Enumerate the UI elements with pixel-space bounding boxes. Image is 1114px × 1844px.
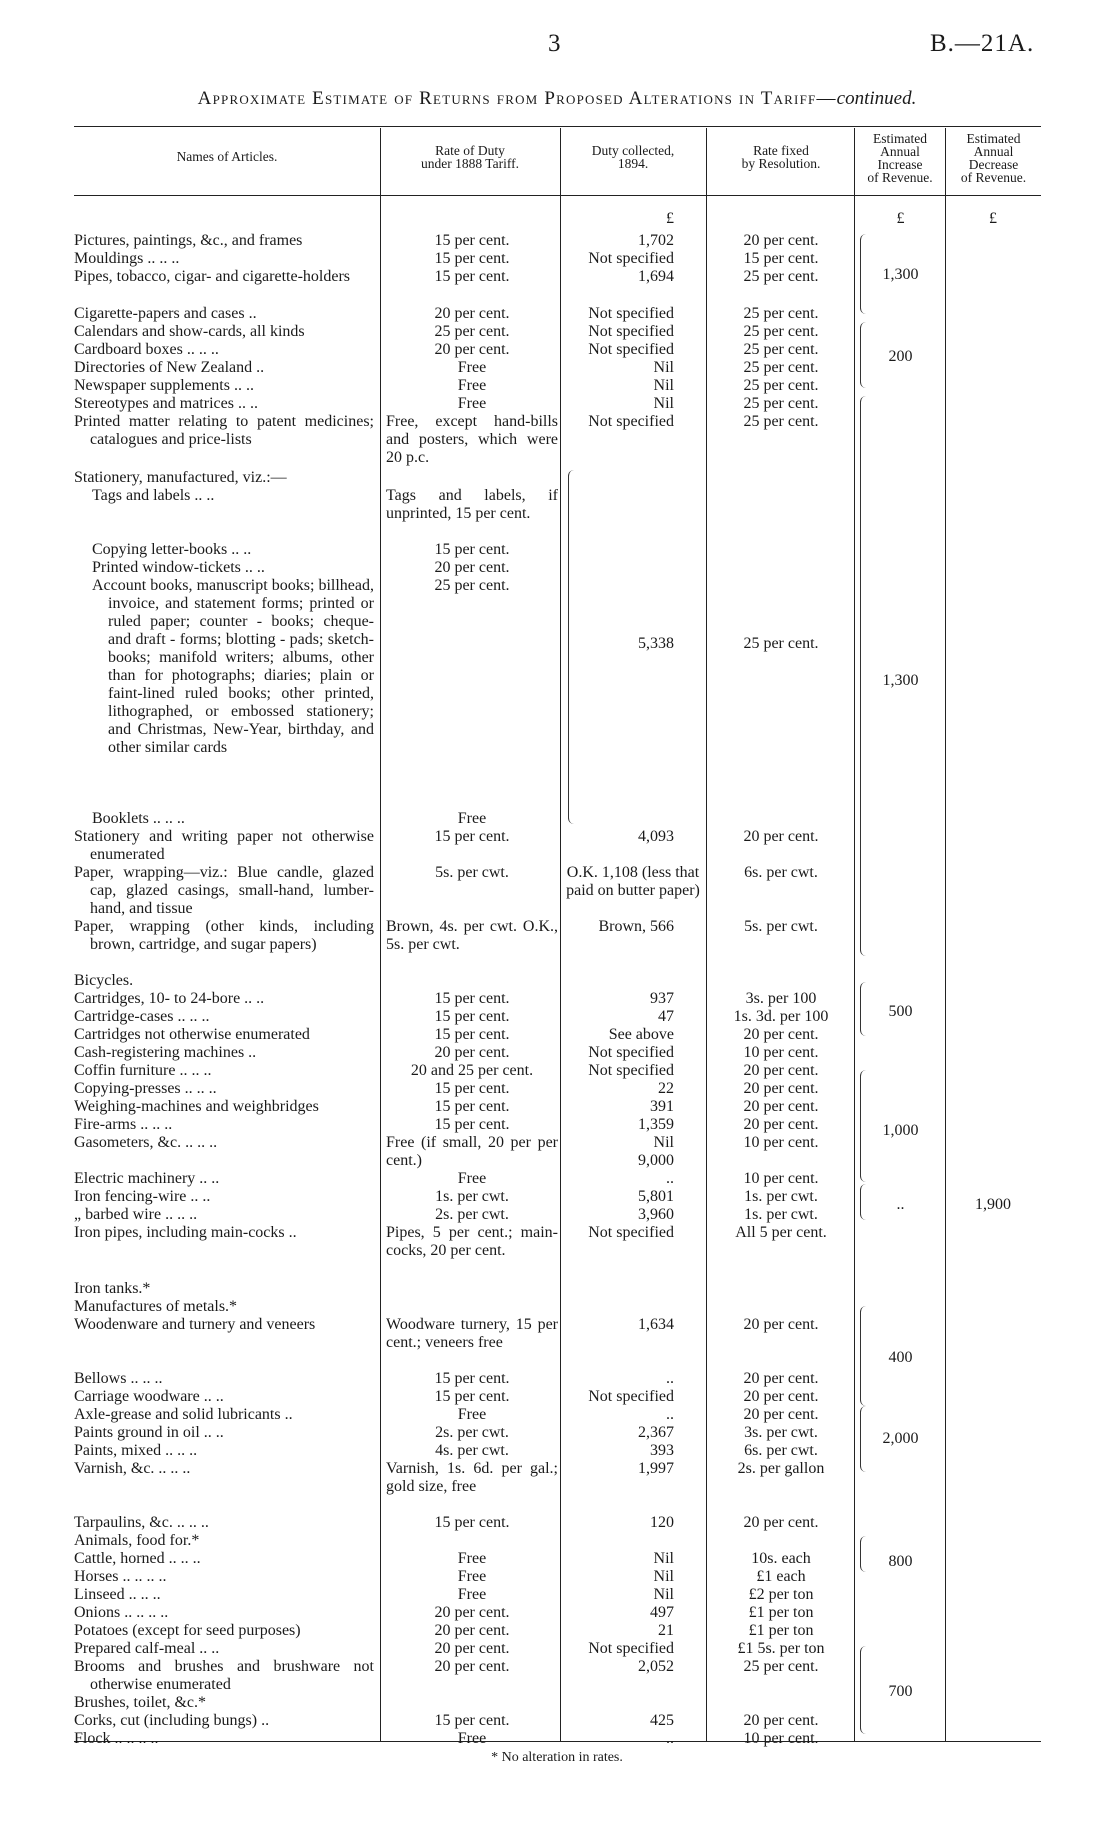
article-name: Copying letter-books .. .. — [92, 541, 252, 558]
rate-1888: Pipes, 5 per cent.; main-cocks, 20 per cent. — [386, 1224, 558, 1259]
duty-collected-1894: .. — [666, 1406, 674, 1423]
estimate-increase: 1,000 — [882, 1122, 919, 1139]
grouping-brace — [860, 322, 875, 388]
estimate-increase: 400 — [888, 1349, 913, 1366]
duty-collected-1894: 120 — [650, 1514, 674, 1531]
rate-by-resolution: All 5 per cent. — [735, 1224, 827, 1241]
rate-1888: Free — [457, 377, 487, 394]
stationery-group-rate: 25 per cent. — [743, 635, 819, 652]
article-name: Axle-grease and solid lubricants .. — [74, 1406, 293, 1423]
page-number: 3 — [548, 30, 561, 57]
duty-collected-1894: Not specified — [588, 1224, 674, 1241]
rate-by-resolution: 10 per cent. — [743, 1730, 819, 1747]
col-header-line: Duty collected, — [591, 143, 675, 158]
rate-1888: 15 per cent. — [434, 1116, 510, 1133]
col-header-line: of Revenue. — [960, 170, 1027, 185]
grouping-brace — [860, 1646, 875, 1734]
stationery-group-duty: 5,338 — [638, 635, 674, 652]
duty-collected-1894: Not specified — [588, 1062, 674, 1079]
rate-by-resolution: 25 per cent. — [743, 413, 819, 430]
duty-collected-1894: 393 — [650, 1442, 674, 1459]
rate-1888: 25 per cent. — [434, 577, 510, 594]
article-name: Flock .. .. .. .. — [74, 1730, 159, 1747]
col-header-line: by Resolution. — [741, 156, 821, 171]
rate-1888: 20 per cent. — [434, 341, 510, 358]
article-name: Cartridges, 10- to 24-bore .. .. — [74, 990, 265, 1007]
rate-1888: 5s. per cwt. — [435, 864, 509, 881]
rate-1888: 20 per cent. — [434, 1604, 510, 1621]
article-name: Animals, food for.* — [74, 1532, 200, 1549]
rate-1888: 25 per cent. — [434, 323, 510, 340]
estimate-increase: 2,000 — [882, 1430, 919, 1447]
col-header-line: Annual — [880, 144, 920, 159]
rate-by-resolution: 25 per cent. — [743, 341, 819, 358]
rate-1888: 15 per cent. — [434, 268, 510, 285]
rate-by-resolution: £1 each — [756, 1568, 806, 1585]
rate-by-resolution: 25 per cent. — [743, 268, 819, 285]
duty-collected-1894: Nil — [653, 1550, 674, 1567]
rate-by-resolution: 10 per cent. — [743, 1044, 819, 1061]
article-name: Manufactures of metals.* — [74, 1298, 238, 1315]
duty-collected-1894: 2,367 — [638, 1424, 674, 1441]
rate-by-resolution: 5s. per cwt. — [744, 918, 818, 935]
article-name: Iron fencing-wire .. .. — [74, 1188, 211, 1205]
column-divider — [706, 128, 707, 1741]
article-name: Printed matter relating to patent medicines; catalogues and price-lists — [74, 413, 374, 448]
article-name: Pipes, tobacco, cigar- and cigarette-holders — [74, 268, 351, 285]
article-name: Pictures, paintings, &c., and frames — [74, 232, 303, 249]
rate-1888: 4s. per cwt. — [435, 1442, 509, 1459]
article-name: Varnish, &c. .. .. .. — [74, 1460, 191, 1477]
article-name: Brushes, toilet, &c.* — [74, 1694, 206, 1711]
duty-collected-1894: O.K. 1,108 (less that paid on butter paper) — [566, 864, 700, 899]
col-header-line: under 1888 Tariff. — [421, 156, 519, 171]
column-divider — [380, 128, 381, 1741]
rate-by-resolution: 20 per cent. — [743, 1080, 819, 1097]
column-divider — [854, 128, 855, 1741]
estimate-decrease: 1,900 — [975, 1196, 1011, 1213]
rate-by-resolution: 10 per cent. — [743, 1134, 819, 1151]
article-name: Woodenware and turnery and veneers — [74, 1316, 316, 1333]
col-header-line: Annual — [973, 144, 1014, 159]
duty-collected-1894: 937 — [650, 990, 674, 1007]
article-name: Carriage woodware .. .. — [74, 1388, 224, 1405]
article-name: Horses .. .. .. .. — [74, 1568, 167, 1585]
duty-collected-1894: 3,960 — [638, 1206, 674, 1223]
duty-collected-1894: .. — [666, 1370, 674, 1387]
rate-1888: 15 per cent. — [434, 1388, 510, 1405]
col-header-duty1894 — [562, 144, 704, 170]
duty-collected-1894: .. — [666, 1730, 674, 1747]
duty-collected-1894: Not specified — [588, 250, 674, 267]
article-name: Potatoes (except for seed purposes) — [74, 1622, 301, 1639]
rate-by-resolution: 1s. per cwt. — [744, 1188, 818, 1205]
duty-collected-1894: 1,997 — [638, 1460, 674, 1477]
rate-by-resolution: 10s. each — [751, 1550, 811, 1567]
col-header-line: Estimated — [966, 131, 1021, 146]
col-header-line: Rate of Duty — [435, 143, 505, 158]
duty-collected-1894: 22 — [658, 1080, 674, 1097]
rate-1888: Free, except hand-bills and posters, which were 20 p.c. — [386, 413, 558, 466]
rate-by-resolution: 20 per cent. — [743, 1316, 819, 1333]
duty-collected-1894: Nil — [653, 377, 674, 394]
duty-collected-1894: 5,801 — [638, 1188, 674, 1205]
article-name: Bellows .. .. .. — [74, 1370, 163, 1387]
column-divider — [945, 128, 946, 1741]
col-header-line: Estimated — [873, 131, 927, 146]
rate-by-resolution: 20 per cent. — [743, 1098, 819, 1115]
rate-1888: 2s. per cwt. — [435, 1206, 509, 1223]
rate-by-resolution: £2 per ton — [748, 1586, 814, 1603]
estimate-increase: 500 — [888, 1003, 913, 1020]
rate-1888: 1s. per cwt. — [435, 1188, 509, 1205]
estimate-increase: 1,300 — [882, 266, 919, 283]
grouping-brace — [860, 234, 875, 314]
rate-by-resolution: 20 per cent. — [743, 1062, 819, 1079]
duty-collected-1894: 47 — [658, 1008, 674, 1025]
col-header-line: 1894. — [617, 156, 649, 171]
article-name: Newspaper supplements .. .. — [74, 377, 254, 394]
rate-1888: Free — [457, 359, 487, 376]
col-header-rate1888 — [384, 144, 556, 170]
article-name: Mouldings .. .. .. — [74, 250, 180, 267]
duty-collected-1894: See above — [608, 1026, 674, 1043]
rate-1888: 20 per cent. — [434, 1622, 510, 1639]
rate-1888: Free — [457, 1568, 487, 1585]
col-header-rate-resolution — [708, 144, 854, 170]
duty-collected-1894: Not specified — [588, 413, 674, 430]
article-name: Paints ground in oil .. .. — [74, 1424, 224, 1441]
grouping-brace — [860, 1406, 875, 1472]
grouping-brace — [860, 1184, 875, 1220]
rate-by-resolution: £1 per ton — [748, 1604, 814, 1621]
rate-by-resolution: 6s. per cwt. — [744, 1442, 818, 1459]
article-name: Iron pipes, including main-cocks .. — [74, 1224, 297, 1241]
rate-1888: 15 per cent. — [434, 1514, 510, 1531]
article-name: Cigarette-papers and cases .. — [74, 305, 257, 322]
duty-collected-1894: Nil — [653, 395, 674, 412]
rate-1888: 20 per cent. — [434, 305, 510, 322]
rate-by-resolution: 20 per cent. — [743, 1116, 819, 1133]
duty-collected-1894: 4,093 — [638, 828, 674, 845]
rate-1888: Brown, 4s. per cwt. O.K., 5s. per cwt. — [386, 918, 558, 953]
currency-symbol: £ — [666, 210, 674, 227]
article-name: Cash-registering machines .. — [74, 1044, 257, 1061]
rate-by-resolution: 25 per cent. — [743, 359, 819, 376]
rate-by-resolution: 3s. per 100 — [745, 990, 817, 1007]
col-header-line: Rate fixed — [753, 143, 809, 158]
table-title — [0, 88, 1114, 110]
rate-by-resolution: 20 per cent. — [743, 828, 819, 845]
duty-collected-1894: Nil — [653, 1134, 674, 1151]
grouping-brace — [860, 1306, 875, 1406]
duty-collected-1894: 497 — [650, 1604, 674, 1621]
grouping-brace — [860, 1070, 875, 1182]
article-name: Cardboard boxes .. .. .. — [74, 341, 219, 358]
rate-1888: 15 per cent. — [434, 250, 510, 267]
duty-collected-1894: Not specified — [588, 323, 674, 340]
col-header-names: Names of Articles. — [176, 149, 278, 164]
rate-by-resolution: 20 per cent. — [743, 1370, 819, 1387]
rate-by-resolution: 25 per cent. — [743, 377, 819, 394]
rate-1888: 20 per cent. — [434, 559, 510, 576]
duty-collected-1894: .. — [666, 1170, 674, 1187]
article-name: Tags and labels .. .. — [92, 487, 215, 504]
estimate-increase: .. — [896, 1196, 905, 1213]
rate-1888: 2s. per cwt. — [435, 1424, 509, 1441]
rate-1888: 15 per cent. — [434, 990, 510, 1007]
rate-1888: Free — [457, 1586, 487, 1603]
rate-1888: 15 per cent. — [434, 1080, 510, 1097]
article-name: Gasometers, &c. .. .. .. — [74, 1134, 218, 1151]
rate-1888: 15 per cent. — [434, 232, 510, 249]
article-name: Copying-presses .. .. .. — [74, 1080, 217, 1097]
rate-1888: 15 per cent. — [434, 1370, 510, 1387]
duty-collected-1894: Not specified — [588, 1640, 674, 1657]
article-name: Bicycles. — [74, 972, 134, 989]
article-name: Iron tanks.* — [74, 1280, 151, 1297]
rate-1888: Varnish, 1s. 6d. per gal.; gold size, free — [386, 1460, 558, 1495]
rate-by-resolution: 25 per cent. — [743, 323, 819, 340]
duty-collected-1894: 425 — [650, 1712, 674, 1729]
top-rule — [74, 126, 1041, 127]
duty-collected-1894: Not specified — [588, 1388, 674, 1405]
rate-1888: 15 per cent. — [434, 541, 510, 558]
article-name: Calendars and show-cards, all kinds — [74, 323, 305, 340]
article-name: Stationery, manufactured, viz.:— — [74, 469, 287, 486]
rate-1888: 20 per cent. — [434, 1658, 510, 1675]
rate-1888: 20 per cent. — [434, 1044, 510, 1061]
col-header-line: Increase — [877, 157, 923, 172]
estimate-increase: 800 — [888, 1553, 913, 1570]
rate-by-resolution: 1s. per cwt. — [744, 1206, 818, 1223]
header-rule — [74, 195, 1041, 196]
grouping-brace — [568, 470, 583, 824]
rate-1888: Free — [457, 395, 487, 412]
duty-collected-1894: Nil — [653, 359, 674, 376]
rate-1888: Free — [457, 1406, 487, 1423]
article-name: Corks, cut (including bungs) .. — [74, 1712, 270, 1729]
rate-1888: 15 per cent. — [434, 1008, 510, 1025]
rate-by-resolution: 20 per cent. — [743, 232, 819, 249]
article-name: Directories of New Zealand .. — [74, 359, 265, 376]
article-name: „ barbed wire .. .. .. — [74, 1206, 198, 1223]
article-name: Fire-arms .. .. .. — [74, 1116, 173, 1133]
duty-collected-1894: Brown, 566 — [598, 918, 674, 935]
duty-collected-1894: 391 — [650, 1098, 674, 1115]
col-header-line: Decrease — [968, 157, 1019, 172]
rate-1888: Free — [457, 1550, 487, 1567]
article-name: Onions .. .. .. .. — [74, 1604, 169, 1621]
article-name: Brooms and brushes and brushware not otherwise enumerated — [74, 1658, 374, 1693]
article-name: Stereotypes and matrices .. .. — [74, 395, 258, 412]
document-reference: B.—21A. — [930, 30, 1035, 57]
rate-by-resolution: 25 per cent. — [743, 1658, 819, 1675]
duty-collected-1894: Not specified — [588, 341, 674, 358]
article-name: Printed window-tickets .. .. — [92, 559, 265, 576]
duty-collected-1894: 21 — [658, 1622, 674, 1639]
rate-1888: 20 and 25 per cent. — [410, 1062, 534, 1079]
rate-by-resolution: 20 per cent. — [743, 1514, 819, 1531]
duty-collected-1894: 9,000 — [638, 1152, 674, 1169]
article-name: Paints, mixed .. .. .. — [74, 1442, 198, 1459]
article-name: Paper, wrapping (other kinds, including brown, cartridge, and sugar papers) — [74, 918, 374, 953]
article-name: Cartridge-cases .. .. .. — [74, 1008, 210, 1025]
article-name: Tarpaulins, &c. .. .. .. — [74, 1514, 209, 1531]
rate-by-resolution: 25 per cent. — [743, 395, 819, 412]
rate-by-resolution: 3s. per cwt. — [744, 1424, 818, 1441]
grouping-brace — [860, 1536, 875, 1572]
col-header-increase — [855, 132, 945, 184]
duty-collected-1894: Nil — [653, 1568, 674, 1585]
estimate-increase: 700 — [888, 1683, 913, 1700]
article-name: Account books, manuscript books; billhead, invoice, and statement forms; printed or ruled paper; counter - books; cheque- and draft - forms; blotting - pads; sketch-books; manifold writers; albums, other than for photographs; diaries; plain or faint-lined ruled books; other printed, lithographed, or embossed stationery; and Christmas, New-Year, birthday, and other similar cards — [92, 577, 374, 756]
title-main: Approximate Estimate of Returns from Proposed Alterations in Tariff— — [197, 88, 837, 109]
article-name: Cattle, horned .. .. .. — [74, 1550, 201, 1567]
article-name: Electric machinery .. .. — [74, 1170, 220, 1187]
article-name: Stationery and writing paper not otherwise enumerated — [74, 828, 374, 863]
rate-1888: 20 per cent. — [434, 1640, 510, 1657]
rate-1888: 15 per cent. — [434, 1712, 510, 1729]
rate-by-resolution: 1s. 3d. per 100 — [733, 1008, 829, 1025]
rate-by-resolution: 20 per cent. — [743, 1388, 819, 1405]
rate-by-resolution: 2s. per gallon — [737, 1460, 825, 1477]
rate-by-resolution: £1 5s. per ton — [737, 1640, 825, 1657]
article-name: Prepared calf-meal .. .. — [74, 1640, 220, 1657]
grouping-brace — [860, 982, 875, 1036]
estimate-increase: 1,300 — [882, 672, 919, 689]
footnote: * No alteration in rates. — [491, 1750, 623, 1765]
rate-1888: Free — [457, 1730, 487, 1747]
estimate-increase: 200 — [888, 348, 913, 365]
col-header-decrease — [946, 132, 1041, 184]
duty-collected-1894: Not specified — [588, 305, 674, 322]
article-name: Booklets .. .. .. — [92, 810, 185, 827]
rate-by-resolution: 15 per cent. — [743, 250, 819, 267]
rate-by-resolution: 25 per cent. — [743, 305, 819, 322]
article-name: Weighing-machines and weighbridges — [74, 1098, 319, 1115]
rate-1888: Free — [457, 810, 487, 827]
rate-1888: 15 per cent. — [434, 1098, 510, 1115]
article-name: Cartridges not otherwise enumerated — [74, 1026, 310, 1043]
col-header-line: of Revenue. — [867, 170, 933, 185]
duty-collected-1894: Nil — [653, 1586, 674, 1603]
duty-collected-1894: 1,694 — [638, 268, 674, 285]
article-name: Linseed .. .. .. — [74, 1586, 161, 1603]
rate-1888: 15 per cent. — [434, 828, 510, 845]
grouping-brace — [860, 396, 875, 956]
rate-by-resolution: 20 per cent. — [743, 1406, 819, 1423]
rate-by-resolution: 20 per cent. — [743, 1026, 819, 1043]
currency-symbol: £ — [989, 210, 997, 227]
title-continued: continued. — [836, 88, 917, 109]
rate-1888: Woodware turnery, 15 per cent.; veneers free — [386, 1316, 558, 1351]
rate-by-resolution: 20 per cent. — [743, 1712, 819, 1729]
rate-by-resolution: £1 per ton — [748, 1622, 814, 1639]
duty-collected-1894: Not specified — [588, 1044, 674, 1061]
duty-collected-1894: 1,702 — [638, 232, 674, 249]
rate-1888: Free — [457, 1170, 487, 1187]
currency-symbol: £ — [896, 210, 905, 227]
article-name: Coffin furniture .. .. .. — [74, 1062, 212, 1079]
rate-1888: Free (if small, 20 per per cent.) — [386, 1134, 558, 1169]
rate-1888: 15 per cent. — [434, 1026, 510, 1043]
duty-collected-1894: 2,052 — [638, 1658, 674, 1675]
rate-by-resolution: 6s. per cwt. — [744, 864, 818, 881]
duty-collected-1894: 1,634 — [638, 1316, 674, 1333]
rate-1888: Tags and labels, if unprinted, 15 per cent. — [386, 487, 558, 522]
duty-collected-1894: 1,359 — [638, 1116, 674, 1133]
article-name: Paper, wrapping—viz.: Blue candle, glazed cap, glazed casings, small-hand, lumber-hand, and tissue — [74, 864, 374, 917]
rate-by-resolution: 10 per cent. — [743, 1170, 819, 1187]
